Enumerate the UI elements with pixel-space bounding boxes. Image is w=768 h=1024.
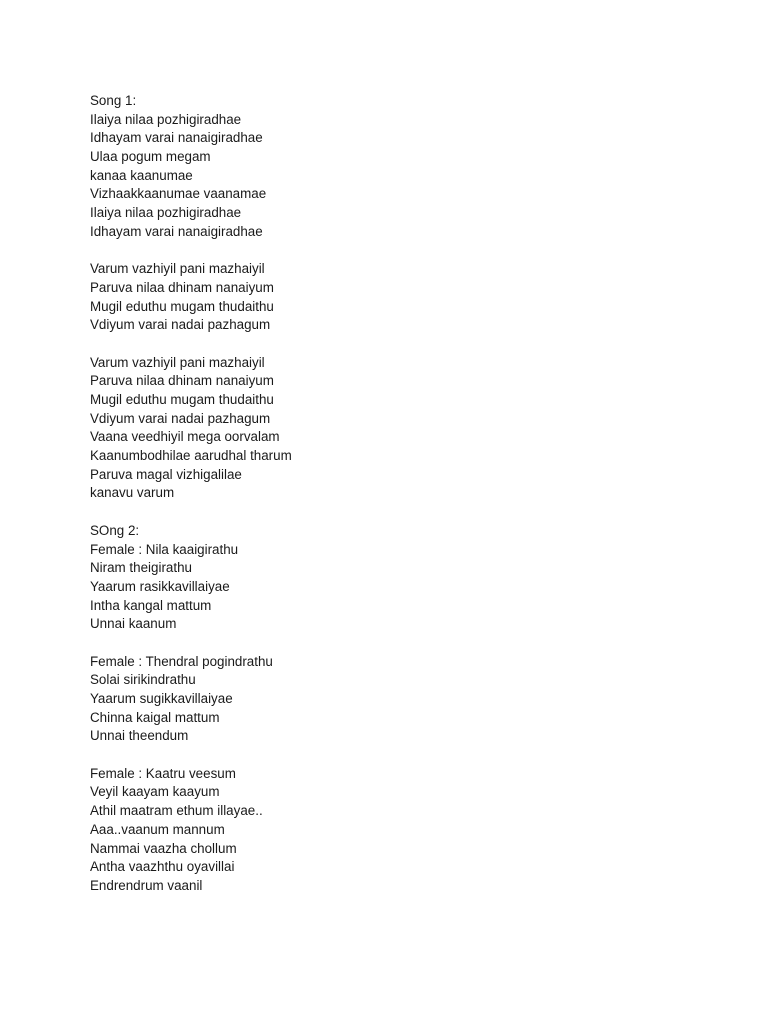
text-line: Veyil kaayam kaayum — [90, 784, 220, 800]
text-line: Kaanumbodhilae aarudhal tharum — [90, 448, 292, 464]
text-line: Ilaiya nilaa pozhigiradhae — [90, 205, 242, 221]
blank-line — [90, 746, 690, 765]
text-line: Idhayam varai nanaigiradhae — [90, 130, 263, 146]
text-line: Paruva magal vizhigalilae — [90, 466, 242, 482]
text-line: Unnai theendum — [90, 728, 189, 744]
text-line: Nammai vaazha chollum — [90, 840, 237, 856]
text-line: Yaarum rasikkavillaiyae — [90, 578, 230, 594]
text-line: Chinna kaigal mattum — [90, 709, 220, 725]
text-line: Vizhaakkaanumae vaanamae — [90, 186, 267, 202]
text-line: kanaa kaanumae — [90, 167, 193, 183]
text-line: Solai sirikindrathu — [90, 672, 196, 688]
text-line: Athil maatram ethum illayae.. — [90, 803, 263, 819]
text-line: Yaarum sugikkavillaiyae — [90, 691, 233, 706]
text-line: Ilaiya nilaa pozhigiradhae — [90, 111, 242, 127]
text-line: Varum vazhiyil pani mazhaiyil — [90, 354, 265, 370]
blank-line — [90, 242, 690, 261]
text-line: Vdiyum varai nadai pazhagum — [90, 410, 271, 426]
blank-line — [90, 503, 690, 522]
text-line: Aaa..vaanum mannum — [90, 821, 225, 837]
blank-line — [90, 335, 690, 354]
text-line: Vdiyum varai nadai pazhagum — [90, 317, 271, 333]
text-line: Varum vazhiyil pani mazhaiyil — [90, 261, 265, 277]
song-2-heading: SOng 2: — [90, 522, 140, 538]
text-line: Endrendrum vaanil — [90, 877, 203, 893]
text-line: Female : Thendral pogindrathu — [90, 653, 273, 669]
text-line: Female : Kaatru veesum — [90, 765, 236, 781]
text-line: Intha kangal mattum — [90, 597, 212, 613]
text-line: Mugil eduthu mugam thudaithu — [90, 298, 274, 314]
text-line: Idhayam varai nanaigiradhae — [90, 223, 263, 239]
song-1-heading: Song 1: — [90, 93, 137, 108]
text-line: Paruva nilaa dhinam nanaiyum — [90, 373, 274, 389]
text-line: Vaana veedhiyil mega oorvalam — [90, 429, 280, 445]
text-line: Female : Nila kaaigirathu — [90, 541, 239, 557]
text-line: Ulaa pogum megam — [90, 149, 211, 165]
text-line: kanavu varum — [90, 485, 175, 501]
text-line: Niram theigirathu — [90, 560, 192, 576]
text-line: Antha vaazhthu oyavillai — [90, 859, 235, 875]
blank-line — [90, 634, 690, 653]
text-line: Mugil eduthu mugam thudaithu — [90, 392, 274, 407]
text-line: Unnai kaanum — [90, 616, 177, 632]
text-line: Paruva nilaa dhinam nanaiyum — [90, 279, 274, 295]
lyrics-text-block — [90, 92, 690, 896]
